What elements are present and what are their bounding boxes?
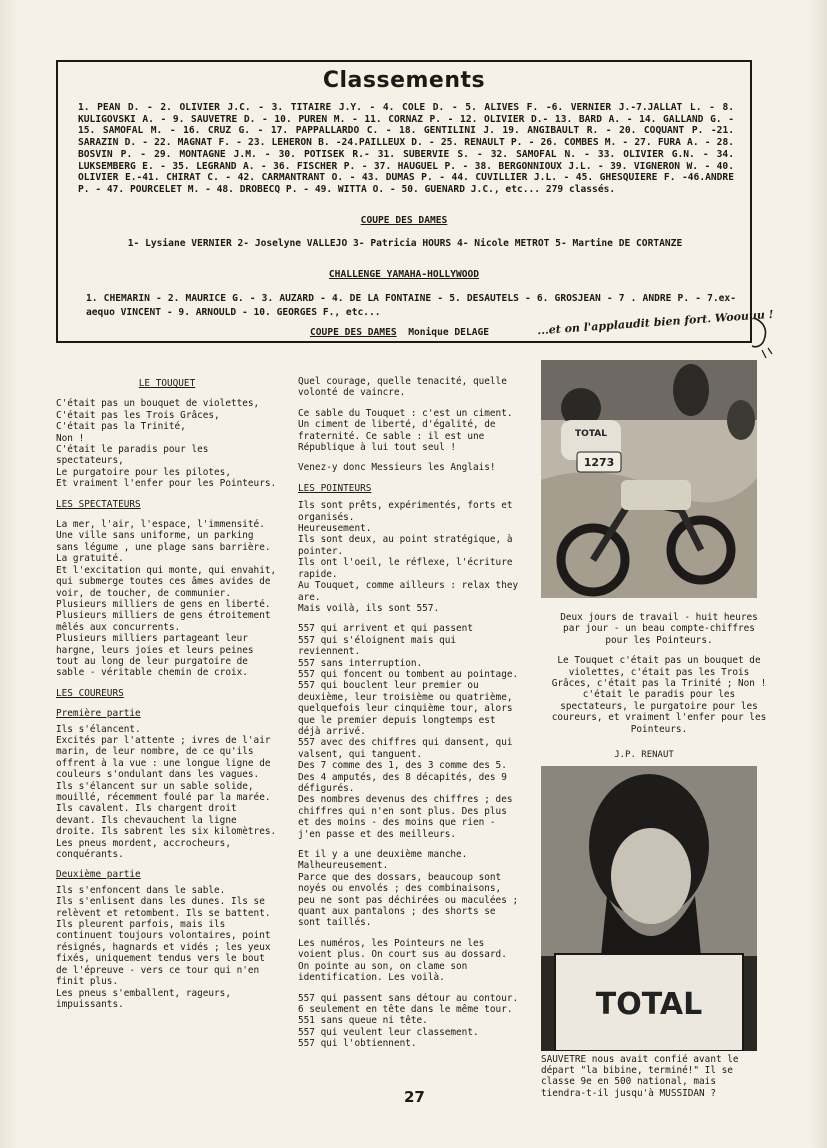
coupe-dames-footer-name: Monique DELAGE (408, 327, 490, 338)
rider-portrait-image (541, 766, 757, 1051)
paragraph-line: 557 qui foncent ou tombent au pointage. (298, 668, 519, 680)
paragraph-line: Mais voilà, ils sont 557. (298, 602, 440, 614)
column-middle (298, 376, 522, 1059)
paragraph-line: 557 sans interruption. (298, 657, 423, 669)
column-right (550, 612, 768, 744)
paragraph-line: Et l'excitation qui monte, qui envahit, qui submerge toutes ces âmes avides de voir, de toucher, de communier. (56, 564, 277, 599)
paragraph-line: La gratuité. (56, 553, 124, 565)
deuxieme-manche-text (298, 849, 522, 929)
photo2-shirt-logo: TOTAL (595, 987, 703, 1022)
intro-poem (56, 398, 278, 489)
paragraph-line: Des 7 comme des 1, des 3 comme des 5. Des 4 amputés, des 8 décapités, des 9 défigurés. (298, 760, 507, 794)
paragraph-line: Plusieurs milliers de gens en liberté. (56, 598, 271, 610)
paragraph-line: 557 qui s'éloignent mais qui reviennent. (298, 634, 457, 658)
paragraph-line: 557 qui passent sans détour au contour. (298, 992, 519, 1004)
courage-text: Quel courage, quelle tenacité, quelle volonté de vaincre. (298, 376, 507, 399)
paragraph-line: Une ville sans uniforme, un parking sans légume , une plage sans barrière. (56, 530, 271, 553)
final-557-text (298, 993, 522, 1050)
spectateurs-text (56, 519, 278, 679)
coupe-dames-footer-label: COUPE DES DAMES (310, 327, 397, 338)
paragraph-line: Excités par l'attente ; ivres de l'air marin, de leur nombre, de ce qu'ils offrent à la vue : une longue ligne de couleurs s'ondulant dans les vagues. (56, 734, 271, 781)
paragraph-line: Au Touquet, comme ailleurs : relax they are. (298, 580, 519, 603)
classements-title: Classements (322, 68, 486, 93)
paragraph-line: Ils s'enlisent dans les dunes. Ils se relèvent et retombent. Ils se battent. Ils pleurent parfois, mais ils continuent toujours volontaires, point résignés, hagnards et vidés ; les yeux fixés, uniquement tendus vers le bout de l'épreuve - vers ce tour qui n'en finit plus. (56, 896, 271, 988)
paragraph-line: 551 sans queue ni tête. (298, 1015, 428, 1027)
paragraph-line: Ce sable du Touquet : c'est un ciment. (298, 407, 513, 419)
photo-credit: J.P. RENAUT (614, 750, 674, 760)
paragraph-line: 557 qui l'obtiennent. (298, 1038, 417, 1050)
list-557-text (298, 623, 522, 840)
intro-line: Non ! (56, 432, 85, 444)
paragraph-line: La mer, l'air, l'espace, l'immensité. (56, 519, 265, 531)
intro-line: C'était pas les Trois Grâces, (56, 409, 220, 421)
pointeurs-heading: LES POINTEURS (298, 482, 372, 494)
paragraph-line: Et il y a une deuxième manche. (298, 849, 468, 861)
photo1-shirt-logo: TOTAL (575, 429, 607, 439)
paragraph-line: 557 qui arrivent et qui passent (298, 623, 473, 635)
coureurs-heading: LES COUREURS (56, 687, 124, 699)
paragraph-line: Parce que des dossars, beaucoup sont noyés ou envolés ; des combinaisons, peu ne sont pas déchirées ou maculées ; quant aux pantalons ; des shorts se sont taillés. (298, 871, 519, 929)
coupe-dames-footer (310, 327, 489, 338)
sable-text (298, 408, 522, 454)
numeros-text: Les numéros, les Pointeurs ne les voient plus. On court sus au dossard. On pointe au son, on clame son identification. Les voilà. (298, 937, 507, 984)
paragraph-line: Ils sont prêts, expérimentés, forts et organisés. (298, 500, 513, 523)
spectateurs-heading: LES SPECTATEURS (56, 498, 141, 510)
paragraph-line: Les pneus mordent, accrocheurs, conquérants. (56, 837, 231, 861)
deuxieme-partie-heading: Deuxième partie (56, 869, 141, 881)
rider-portrait-photo (541, 766, 757, 1051)
intro-line: Le purgatoire pour les pilotes, (56, 466, 231, 478)
column-left (56, 378, 278, 1019)
le-touquet-recap: Le Touquet c'était pas un bouquet de violettes, c'était pas les Trois Grâces, c'était pas la Trinité ; Non ! c'était le paradis pour les spectateurs, le purgatoire pour les coureurs, et vraiment l'enfer pour les Pointeurs. (551, 655, 767, 735)
paragraph-line: Ils s'enfoncent dans le sable. (56, 884, 226, 896)
pointeurs-text (298, 500, 522, 614)
page-number: 27 (404, 1088, 425, 1106)
paragraph-line: Les pneus s'emballent, rageurs, impuissants. (56, 987, 231, 1010)
motocross-photo (541, 360, 757, 598)
coupe-dames-heading: COUPE DES DAMES (360, 215, 448, 226)
paragraph-line: Plusieurs milliers partageant leur hargne, leurs joies et leurs peines tout au long de leur purgatoire de sable - véritable chemin de croix. (56, 633, 254, 679)
le-touquet-heading: LE TOUQUET (138, 378, 196, 389)
paragraph-line: Heureusement. (298, 523, 372, 535)
challenge-results: 1. CHEMARIN - 2. MAURICE G. - 3. AUZARD - 4. DE LA FONTAINE - 5. DESAUTELS - 6. GROSJEAN - 7 . ANDRE P. - 7.ex-aequo VINCENT - 9. ARNOULD - 10. GEORGES F., etc... (86, 293, 736, 318)
intro-line: C'était pas un bouquet de violettes, (56, 398, 260, 410)
handwritten-note: ...et on l'applaudit bien fort. Woouuu ! (536, 307, 774, 338)
intro-line: C'était pas la Trinité, (56, 421, 186, 433)
paragraph-line: Ils ont l'oeil, le réflexe, l'écriture rapide. (298, 557, 513, 580)
motocross-photo-image (541, 360, 757, 598)
paragraph-line: Plusieurs milliers de gens étroitement mêlés aux concurrents. (56, 610, 271, 633)
paragraph-line: Ils s'élancent sur un sable solide, mouillé, récemment foulé par la marée. (56, 780, 271, 803)
classement-list: 1. PEAN D. - 2. OLIVIER J.C. - 3. TITAIRE J.Y. - 4. COLE D. - 5. ALIVES F. -6. VERNIER J.-7.JALLAT L. - 8. KULIGOVSKI A. - 9. SAUVETRE D. - 10. PUREN M. - 11. CORNAZ P. - 12. OLIVIER D.- 13. BARD A. - 14. GALLAND G. - 15. SAMOFAL M. - 16. CRUZ G. - 17. PAPPALLARDO C. - 18. GENTILINI J. 19. ANGIBAULT R. - 20. COQUANT P. -21. SARAZIN D. - 22. MAGNAT F. - 23. LEHERON B. -24.PAILLEUX D. - 25. RENAULT P. - 26. COMBES M. - 27. FURA A. - 28. BOSVIN P. - 29. MONTAGNE J.M. - 30. POTISEK R.- 31. SUBERVIE S. - 32. SAMOFAL N. - 33. OLIVIER G.N. - 34. LUKSEMBERG E. - 35. LEGRAND A. - 36. FISCHER P. - 37. HAUGUEL P. - 38. BERGONNIOUX J.L. - 39. VIGNERON W. - 40. OLIVIER E.-41. CHIRAT C. - 42. CARMANTRANT O. - 43. DUMAS P. - 44. CUVILLIER J.L. - 45. GHESQUIERE F. -46.ANDRE P. - 47. POURCELET M. - 48. DROBECQ P. - 49. WITTA O. - 50. GUENARD J.C., etc... 279 classés. (78, 102, 734, 195)
paragraph-line: Ils sont deux, au point stratégique, à pointer. (298, 534, 513, 557)
deuxieme-partie-text (56, 885, 278, 1010)
intro-line: C'était le paradis pour les spectateurs, (56, 444, 209, 467)
handwritten-bracket-mark (748, 316, 774, 362)
premiere-partie-heading: Première partie (56, 708, 141, 720)
photo2-caption: SAUVETRE nous avait confié avant le départ "la bibine, terminé!" Il se classe 9e en 500 national, mais tiendra-t-il jusqu'à MUSSIDAN ? (541, 1054, 739, 1099)
paragraph-line: 557 avec des chiffres qui dansent, qui valsent, qui tanguent. (298, 737, 513, 760)
paragraph-line: Des nombres devenus des chiffres ; des chiffres qui n'en sont plus. Des plus et des moins - des moins que rien - j'en passe et des meilleurs. (298, 794, 513, 840)
bib-number: 1273 (583, 456, 615, 469)
coupe-dames-results: 1- Lysiane VERNIER 2- Joselyne VALLEJO 3- Patricia HOURS 4- Nicole METROT 5- Martine DE CORTANZE (127, 238, 683, 249)
paragraph-line: Ils s'élancent. (56, 723, 141, 735)
paragraph-line: Un ciment de liberté, d'égalité, de fraternité. Ce sable : il est une République à lui tout seul ! (298, 419, 496, 454)
paragraph-line: 6 seulement en tête dans le même tour. (298, 1003, 513, 1015)
paragraph-line: 557 qui bouclent leur premier ou deuxième, leur troisième ou quatrième, quelquefois leur cinquième tour, alors que le premier depuis longtemps est déjà arrivé. (298, 680, 513, 737)
challenge-heading: CHALLENGE YAMAHA-HOLLYWOOD (328, 269, 480, 280)
paragraph-line: 557 qui veulent leur classement. (298, 1026, 479, 1038)
paragraph-line: Ils cavalent. Ils chargent droit devant. Ils chevauchent la ligne droite. Ils sabrent les six kilomètres. (56, 803, 277, 838)
paragraph-line: Malheureusement. (298, 860, 389, 872)
classements-box (56, 60, 752, 343)
photo1-caption: Deux jours de travail - huit heures par jour - un beau compte-chiffres pour les Pointeurs. (560, 612, 758, 646)
venez-text: Venez-y donc Messieurs les Anglais! (298, 462, 496, 474)
premiere-partie-text (56, 724, 278, 861)
intro-line: Et vraiment l'enfer pour les Pointeurs. (56, 478, 277, 490)
